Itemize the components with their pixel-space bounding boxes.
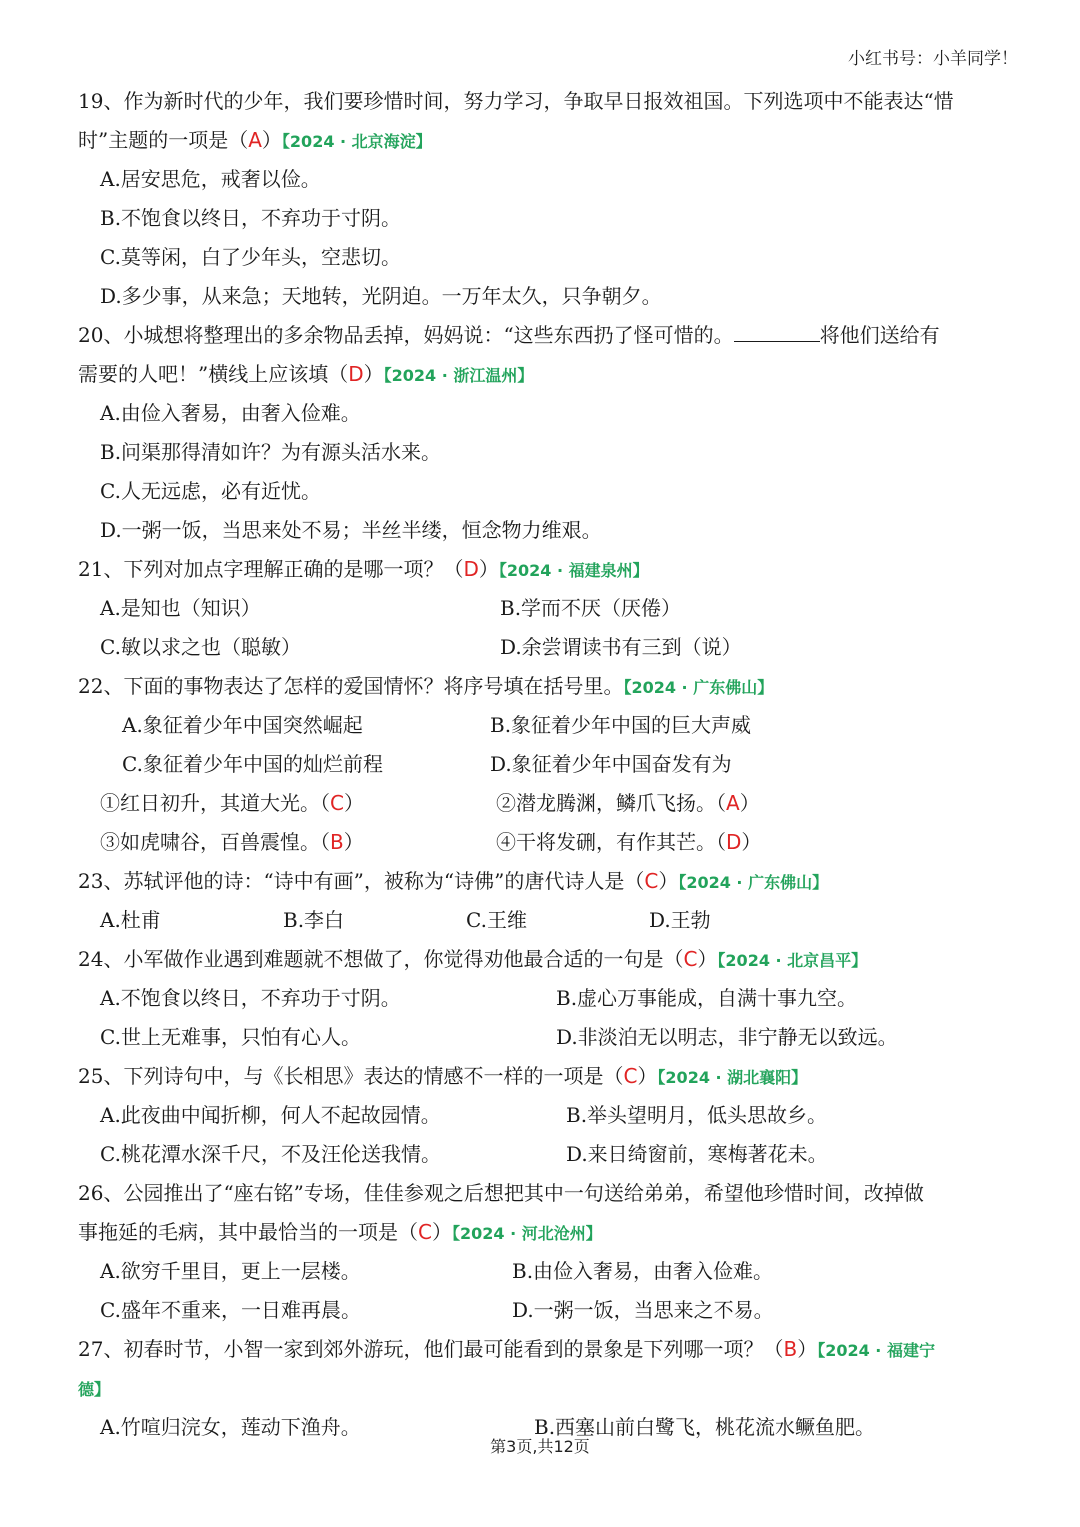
q22-item-2: ②潜龙腾渊，鳞爪飞扬。（A）	[496, 791, 760, 815]
q22-choices-row1	[78, 706, 1018, 745]
q24-options-row1	[78, 979, 1018, 1018]
q25-options-row2	[78, 1135, 1018, 1174]
q22-choice-d: D.象征着少年中国奋发有为	[490, 752, 732, 776]
q22-source-tag: 【2024 · 广东佛山】	[623, 678, 774, 697]
q25-option-d: D.来日绮窗前，寒梅著花未。	[566, 1142, 828, 1166]
q20-source-tag: 【2024 · 浙江温州】	[383, 366, 534, 385]
q26-option-b: B.由俭入奢易，由奢入俭难。	[512, 1259, 774, 1283]
q24-option-d: D.非淡泊无以明志，非宁静无以致远。	[556, 1025, 898, 1049]
q27-answer: B	[783, 1337, 798, 1361]
q23-answer: C	[644, 869, 659, 893]
q24-option-c: C.世上无难事，只怕有心人。	[100, 1025, 361, 1049]
q22-items-row2	[78, 823, 1018, 862]
q22-stem: 22、下面的事物表达了怎样的爱国情怀？将序号填在括号里。【2024 · 广东佛山】	[78, 674, 774, 698]
q24-option-b: B.虚心万事能成，自满十事九空。	[556, 986, 858, 1010]
q23-option-a: A.杜甫	[100, 908, 161, 932]
q20-stem-line1: 20、小城想将整理出的多余物品丢掉，妈妈说：“这些东西扔了怪可惜的。 将他们送给有	[78, 316, 1018, 355]
q25-option-a: A.此夜曲中闻折柳，何人不起故园情。	[100, 1103, 441, 1127]
q22-item-4: ④干将发硎，有作其芒。（D）	[496, 830, 762, 854]
q25-answer: C	[623, 1064, 638, 1088]
q24-stem: 24、小军做作业遇到难题就不想做了，你觉得劝他最合适的一句是（C）【2024 · 北京昌平】	[78, 947, 868, 971]
q21-option-c: C.敏以求之也（聪敏）	[100, 635, 301, 659]
q22-choice-b: B.象征着少年中国的巨大声威	[490, 713, 752, 737]
q20-option-a: A.由俭入奢易，由奢入俭难。	[100, 401, 361, 425]
page-header: 小红书号：小羊同学！	[848, 49, 1018, 69]
q25-options-row1	[78, 1096, 1018, 1135]
q25-option-b: B.举头望明月，低头思故乡。	[566, 1103, 828, 1127]
q26-option-d: D.一粥一饭，当思来之不易。	[512, 1298, 774, 1322]
page-footer: 第3页,共12页	[490, 1437, 590, 1456]
q27-option-b: B.西塞山前白鹭飞，桃花流水鳜鱼肥。	[534, 1415, 876, 1439]
q21-option-d: D.余尝谓读书有三到（说）	[500, 635, 742, 659]
q26-stem-line2: 事拖延的毛病，其中最恰当的一项是（C）【2024 · 河北沧州】	[78, 1220, 602, 1244]
q21-options-row1	[78, 589, 1018, 628]
q26-option-a: A.欲穷千里目，更上一层楼。	[100, 1259, 361, 1283]
q22-item-1: ①红日初升，其道大光。（C）	[100, 791, 364, 815]
q26-stem-line1: 26、公园推出了“座右铭”专场，佳佳参观之后想把其中一句送给弟弟，希望他珍惜时间，改掉做	[78, 1181, 924, 1205]
q23-options	[78, 901, 1018, 940]
q27-source-tag-a: 【2024 · 福建宁	[817, 1341, 935, 1360]
q22-items-row1	[78, 784, 1018, 823]
q22-choices-row2	[78, 745, 1018, 784]
q20-stem-line2: 需要的人吧！”横线上应该填（D）【2024 · 浙江温州】	[78, 362, 534, 386]
q26-source-tag: 【2024 · 河北沧州】	[451, 1224, 602, 1243]
q19-option-d: D.多少事，从来急；天地转，光阴迫。一万年太久，只争朝夕。	[100, 284, 662, 308]
q20-option-b: B.问渠那得清如许？为有源头活水来。	[100, 440, 442, 464]
q21-option-b: B.学而不厌（厌倦）	[500, 596, 682, 620]
q25-option-c: C.桃花潭水深千尺，不及汪伦送我情。	[100, 1142, 441, 1166]
q20-option-d: D.一粥一饭，当思来处不易；半丝半缕，恒念物力维艰。	[100, 518, 602, 542]
q22-item-3: ③如虎啸谷，百兽震惶。（B）	[100, 830, 364, 854]
q24-source-tag: 【2024 · 北京昌平】	[717, 951, 868, 970]
q24-option-a: A.不饱食以终日，不弃功于寸阴。	[100, 986, 401, 1010]
q27-source-tag-b: 德】	[78, 1380, 111, 1399]
q26-options-row1	[78, 1252, 1018, 1291]
q21-answer: D	[463, 557, 479, 581]
q24-options-row2	[78, 1018, 1018, 1057]
q24-answer: C	[683, 947, 698, 971]
q27-stem-line2	[78, 1369, 1018, 1408]
q21-stem: 21、下列对加点字理解正确的是哪一项？（D）【2024 · 福建泉州】	[78, 557, 649, 581]
q19-answer: A	[248, 128, 262, 152]
q21-option-a: A.是知也（知识）	[100, 596, 261, 620]
q23-stem: 23、苏轼评他的诗：“诗中有画”，被称为“诗佛”的唐代诗人是（C）【2024 · 广东佛山】	[78, 869, 829, 893]
q20-answer: D	[348, 362, 364, 386]
q23-source-tag: 【2024 · 广东佛山】	[678, 873, 829, 892]
q19-option-c: C.莫等闲，白了少年头，空悲切。	[100, 245, 401, 269]
q19-option-a: A.居安思危，戒奢以俭。	[100, 167, 321, 191]
q26-options-row2	[78, 1291, 1018, 1330]
q27-option-a: A.竹喧归浣女，莲动下渔舟。	[100, 1415, 361, 1439]
question-list	[78, 82, 1018, 1447]
q21-options-row2	[78, 628, 1018, 667]
q23-option-b: B.李白	[283, 908, 345, 932]
q27-stem: 27、初春时节，小智一家到郊外游玩，他们最可能看到的景象是下列哪一项？（B）【2024 · 福建宁	[78, 1337, 935, 1361]
q19-stem-line1: 19、作为新时代的少年，我们要珍惜时间，努力学习，争取早日报效祖国。下列选项中不能表达“惜	[78, 89, 954, 113]
q22-choice-c: C.象征着少年中国的灿烂前程	[122, 752, 383, 776]
q20-blank-line	[734, 319, 820, 342]
q22-choice-a: A.象征着少年中国突然崛起	[122, 713, 363, 737]
q25-stem: 25、下列诗句中，与《长相思》表达的情感不一样的一项是（C）【2024 · 湖北襄阳】	[78, 1064, 808, 1088]
q23-option-d: D.王勃	[649, 908, 711, 932]
q21-source-tag: 【2024 · 福建泉州】	[498, 561, 649, 580]
q20-option-c: C.人无远虑，必有近忧。	[100, 479, 321, 503]
q23-option-c: C.王维	[466, 908, 527, 932]
q26-answer: C	[418, 1220, 432, 1244]
q19-option-b: B.不饱食以终日，不弃功于寸阴。	[100, 206, 402, 230]
q25-source-tag: 【2024 · 湖北襄阳】	[657, 1068, 808, 1087]
q26-option-c: C.盛年不重来，一日难再晨。	[100, 1298, 361, 1322]
q19-source-tag: 【2024 · 北京海淀】	[281, 132, 432, 151]
q19-stem-line2: 时”主题的一项是（A）【2024 · 北京海淀】	[78, 128, 432, 152]
